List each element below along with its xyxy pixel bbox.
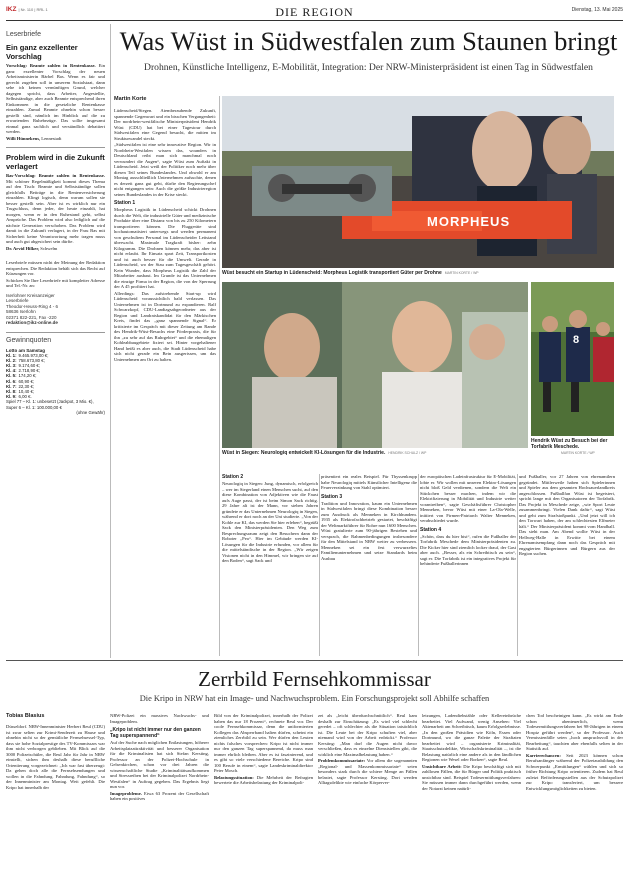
article2-subheadline: Die Kripo in NRW hat ein Image- und Nachwuchsproblem. Ein Forschungsprojekt soll Abhilfe schaffen [139, 694, 490, 703]
article2-col2-text: NRW-Polizei ein massives Nachwuchs- und Imageproblem. [110, 713, 209, 724]
lotto-row: Kl. 8: 10,40 €; [6, 388, 35, 394]
section-title: DIE REGION [275, 5, 354, 19]
letter-2-lead: Bas-Vorschlag: Beamte zahlen in Rentenkasse. [6, 173, 105, 178]
article2-col4 [318, 713, 417, 787]
col-rule-2 [319, 474, 320, 656]
article2-col1 [6, 713, 105, 791]
article2-col4-text: zei als „leicht überdurchschnittlich“. Reul kam deshalb zur Einschätzung: „Es wird viel schlecht geredet – oft schlechter als die Situation tatsächlich ist. Die Leute bei der Kripo schuften viel, aber niemand wird von der Arbeit erdrückt.“ Professor Kersting: „Man darf die Augen nicht davor verschließen, dass es einzelne Dienststellen gibt, die wirklich eine Maximalbelastung haben.“ [318, 713, 417, 757]
article1-quote: „Südwestfalen ist eine sehr innovative Region. Wir in Nordrhein-Westfalen wissen das, woanders in Deutschland reibt man sich manchmal noch verwundert die Augen“, sagte Wüst zum Auftakt in Lüdenscheid. Jetzt weiß der Politiker noch mehr über diesen Teil seines Bundeslandes. Und obwohl er am Montag ausschließlich Unternehmen aufsuchte, denen es derzeit ganz gut geht, dürfte den Regierungschef nicht entgangen sein: Auch die größte Industrieregion seines Bundeslandes in der Krise steckt. [114, 142, 216, 197]
letter-1-headline: Ein ganz exzellenter Vorschlag [6, 43, 78, 61]
article1-col1 [114, 96, 216, 363]
drone-banner: MORPHEUS [427, 214, 511, 229]
edition-info: | Nr. 110 | RRL 1 [18, 7, 48, 12]
article2-col3-text: Bild von der Kriminalpolizei, innerhalb der Polizei haben das nur 18 Prozent“, rechnete Reul vor. Der coole Fernsehkommissar, denn die uniformierten Kollegen das Absperrband halten dürfen, scheint ein ziemliches Zerrbild zu sein. Wer dürfen den Leuten nichts falsches vorsprechen: Kripo ist nicht immer nur den ganzen Tag superspannend, da muss man immer ehrlich bleiben. Aber es ist faszinierend, und es gibt so viele verschiedene Bereiche. Kripo sind 100 Berufe in einem“, sagte Landeskriminaldirektor Peter Mosch. [214, 713, 313, 773]
sidebar-rule [110, 24, 111, 658]
letter-1-body: Vorschlag: Beamte zahlen in Rentenkasse. Ein ganz exzellenter Vorschlag der neuen Arbeitsministerin Bärbel Bas. Wenn es fair und gerecht zugehen soll in unserem Sozialstaat, dann sehe ich keinen vernünftigen Grund, welcher dagegen spricht, dass Arbeiter, Angestellte, Selbstständige, aber auch Beamte entsprechend ihren Einkommen in die gesetzliche Rentenkasse einzahlen. Zumal Beamte ohnehin schon besser gestellt sind, nämlich im Hinblick auf die zu erwartenden Ruhebezüge. Das sollte insgesamt einmal ganz sachlich und verständlich debattiert werden. [6, 63, 105, 134]
article1-station3: Tradition und Innovation, kaum ein Unternehmen in Südwestfalen bringt diese Kombination besser zum Ausdruck als Menneken in Kirchhundem. 1935 als Elektrofachbetrieb gestartet, beschäftigt der Weltmarktführer für Rohre nun 1600 Menschen. Wüst gratulierte zum 90-jährigen Bestehen und versprach, die Rahmenbedingungen insbesondere für den Mittelstand in NRW weiter zu verbessern. Menneken sei ein fest verwurzeltes Familienunternehmen und setze Standards beim Ausbau [321, 500, 417, 561]
letter-2-body: Bas-Vorschlag: Beamte zahlen in Rentenkasse. Mit schöner Regelmäßigkeit kommt dieses Thema auf den Tisch: Beamte und Selbstständige sollen gleichfalls Beiträge in die Rentenversicherung einzahlen. Klingt logisch, denn warum sollen sie besser gestellt sein. Aber ist es wirklich nur ein Trugschluss, denn jeder, der heute einzahlt, hat morgen, wenn er in den Ruhestand geht, selbst Ansprüche. Das Problem wird also lediglich auf die nächste Generation verschoben. Das Problem wird damit in die Zukunft verlagert, in der Frau Bas mit Sicherheit keine Verantwortung mehr tragen muss und auch gut abgesichert sein dürfte. [6, 173, 105, 244]
article2-col4-sub: Problemkommissariate: Vor allem die sogenannten „Regional- und Massenkommissariate“ seien besonders stark durch die schiere Menge an Fällen belastet, sagte Professor Kersting. Dort werden Alltagsdelikte wie einfache Körperver- [318, 758, 417, 785]
article1-station2-title: Station 2 [222, 474, 244, 480]
photo3-credit: MARTIN KORTE / WP [561, 451, 595, 455]
article2-col3 [214, 713, 313, 787]
article1-station3-title: Station 3 [321, 493, 343, 500]
article1-lower-col-5 [519, 474, 615, 558]
neurologiq-photo [222, 282, 528, 448]
article1-col5: der europäischen Ladeinfrastruktur für E-Mobilität, lobte er. Wir wollen mit unseren Elektro-Lösungen nicht bloß Geld verdienen, sondern die Welt ein Stückchen besser machen, indem wir die Elektrifizierung in Mobilität und Industrie weiter vorantreiben“, sagte Geschäftsführer Christopher Menneken, bevor Wüst mit einer La-Ola-Welle, initiiert von Firmen-Patriarch Walter Menneken, verabschiedet wurde. [420, 474, 516, 523]
lotto-spiel77: Spiel 77 – Kl. 1: unbesetzt (Jackpot, 3 Mio. €), Super 6 – Kl. 1: 100.000,00 € [6, 399, 94, 410]
drone-photo [222, 96, 614, 268]
article1-lower-col-2 [222, 474, 318, 565]
article1-lower-col-4 [420, 474, 516, 568]
lotto-title: Gewinnquoten [6, 336, 52, 344]
article1-col2-rest: Allerdings: Das aufstrebende Start-up wird Lüdenscheid voraussichtlich bald verlassen. Das Unternehmen ist in Dortmund zu expandieren. Ralf Schwarzkopf, CDU-Landtagsabgeordneter aus der Region und Landratskandidat für den Märkischen Kreis, findet das „ganz spannende Signal“. Er kritisierte im Gespräch mit dieser Zeitung am Rande des Hendrik-Wüst-Besuchs eine Förderpraxis, die für ihn „zu sehr auf das Ruhrgebiet“ und die ehemaligen Kohleabbaugebiete fixiert sei. Hinter vorgehaltener Hand heißt es aber auch, die Stadt Lüdenscheid habe sich nicht gerade ein Bein ausgerissen, um das Unternehmen am Ort zu halten. [114, 290, 216, 362]
article2-col2-end: Imageprobleme. Etwa 63 Prozent der Gesellschaft haben ein positives [110, 790, 210, 801]
col-rule [219, 96, 220, 656]
sidebar [6, 23, 105, 415]
article2-col1-text: Düsseldorf. NRW-Innenminister Herbert Reul (CDU) ist zwar selten zur Krimi-Sendezeit zu Hause und ohnehin nicht so der gemütliche Fernsehsessel-Typ, dass sie hohe Sozialprestige des TV-Kommissars war ihm nicht verborgen geblieben. Mit Blick auf die 3000 Polizeischüler, die Reul Jahr für Jahr in NRW einstellt, sichen ihm deshalb diese beruflliche Orientierung vorgezeichnet: „Ich war fast überzeugt: Da gehen doch alle die Fernsehsendungen und wollen in die Fahndung. Fahndung, Fahndung“, so der Innenminister am Montag. Weit gefehlt. Die Kripo hat innerhalb der [6, 724, 105, 790]
photo3-caption: Hendrik Wüst zu Besuch bei der Torfabrik Meschede. MARTIN KORTE / WP [531, 438, 621, 456]
lotto-row: Kl. 9: 6,00 €. [6, 394, 32, 400]
article1-lower-col-3 [321, 474, 417, 562]
col-rule-4 [517, 474, 518, 656]
article1-station4-title: Station 4 [420, 526, 442, 533]
article2-col5 [422, 713, 521, 792]
lotto-row: Kl. 3: 9.174,60 €; [6, 362, 41, 368]
col-rule-3 [418, 474, 419, 656]
letter-2-signature: Dr. Arvid Hilker, Schwelm [6, 245, 58, 251]
lotto-row: Kl. 2: 758.673,80 €; [6, 357, 45, 363]
sidebar-kicker: Leserbriefe [6, 31, 42, 38]
lotto-subtitle: Lotto am Samstag [6, 347, 46, 353]
article1-station1: Morpheus Logistik in Lüdenscheid schickt Drohnen durch die Welt, die industrielle Güter und medizinische Produkte über eine Distanz von bis zu 250 Kilometern transportieren können. Die Fluggeräte sind hochautomatisiert unterwegs und werden permanent von geschultem Personal im Lüdenscheider Leitstand überwacht. Maximale Tragkraft bisher: zehn Kilogramm. Die Drohnen können mehr, das aber ist nicht erlaubt. Ihr Einsatz spart Zeit, Transportkosten und ist auch besser für die Umwelt. Gerade in Lüdenscheid, wo der Stau zum Tagesgeschäft gehört. Kein Wunder, dass Morpheus Logistik die Zahl der Mitarbeiter ausbaut. Im Grunde ist das Unternehmen die einzige Firma in der Region, die von der Sperrung der A 45 profitiert hat. [114, 207, 216, 289]
article1-col4: präsentiert ein reales Beispiel. Für Thyssenkrupp habe Neurologiq mittels Künstlicher Intelligenz die Feuerverzinkung von Stahl optimiert. [321, 474, 417, 490]
lotto-row: Kl. 5: 174,20 €; [6, 373, 37, 379]
lotto-row: Kl. 1: 9.465.973,00 €; [6, 352, 49, 358]
article2-col3-sub: Belastungssituation: Die Mehrheit der Befragten bewertete die Arbeitsbelastung der Kriminalpoli- [214, 774, 313, 785]
masthead-rule [6, 20, 623, 21]
photo2-caption: Wüst in Siegen: Neurologiq entwickelt KI-Lösungen für die Industrie. HENDRIK SCHULZ / WP [222, 450, 427, 456]
issue-date: Dienstag, 13. Mai 2025 [571, 7, 623, 13]
logo-text: IKZ [6, 6, 17, 13]
lotto-table [6, 353, 50, 400]
letters-instructions: Schicken Sie Ihre Leserbriefe mit kompletter Adresse und Tel.-Nr. an: [6, 277, 105, 288]
article1-headline: Was Wüst in Südwestfalen zum Staunen bringt [119, 26, 618, 56]
article2-col6 [526, 713, 623, 792]
letters-email: redaktion@ikz-online.de [6, 320, 58, 325]
lotto-row: Kl. 6: 60,90 €; [6, 378, 35, 384]
lotto-disclaimer: (ohne Gewähr) [76, 409, 105, 415]
sidebar-divider [6, 147, 105, 148]
article2-headline: Zerrbild Fernsehkommissar [198, 667, 431, 691]
article2-col6-text: chen Tod bescheinigen kann. „Es wirkt am Ende schon abenteuerlich, wenn Todesermittlungsverfahren bei 98-Jährigen in einem Hospiz geführt werden“, so der Professor. Auch Vermisstenfälle seien „hoch anspruchsvoll in der Bearbeitung“, tauchten aber ebenfalls selten in der Statistik auf. [526, 713, 623, 751]
letter-1-signature: Willi Hünnekens, Lennestadt [6, 135, 62, 141]
letter-1 [6, 44, 105, 141]
lotto-row: Kl. 4: 2.718,90 €; [6, 368, 41, 374]
jersey-number: 8 [573, 334, 580, 346]
article2-col5-sub: Unsichtbare Arbeit: Die Kripo beschäftigt sich mit zahllosen Fällen, die für Bürger und Politik praktisch unsichtbar sind. Beispiel Todesermittlungsverfahren: Sie müssen immer dann durchgeführt werden, wenn der Notarzt keinen natürli- [422, 763, 521, 791]
article2-col5-text: letzungen, Ladendiebstähle oder Kellereinbrüche bearbeitet. Viel Aufwand, wenig Ansehen: Viel Aktenarbeit am Schreibtisch, kaum Erfolgserlebnisse. „In den großen Präsidien wie Köln, Essen oder Dortmund, wo die ganze Palette der Straftaten bearbeitet wird – organisierte Kriminalität, Staatsschutzdelikte, Wirtschaftskriminalität –, ist die Belastung natürlich eine andere als in den ländlichen Regionen wie Wesel oder Borken“, sagte Reul. [422, 713, 521, 762]
article1-station1-title: Station 1 [114, 200, 136, 206]
photo2-credit: HENDRIK SCHULZ / WP [388, 451, 427, 455]
letters-address: Iserlohner Kreisanzeiger Leserbriefe Theodor-Heuss-Ring 4 - 6 58636 Iserlohn 02371 822-221, Fax -220 redaktion@ikz-online.de [6, 293, 105, 326]
article2-col2-rest: Auf der Suche nach möglichen Entlastungen, höherer Arbeitsplatzattraktivität und besserer Organisation für die Kriminalisten hat sich Stefan Kersting, Professor an der Polizei-Hochschule in Gelsenkirchen, schon vor drei Jahren die wissenschaftliche Studie „Kriminalitätsaufkommen und Stressreiben bei der Kriminalpolizei Nordrhein-Westfalen“ in Auftrag gegeben. Das Ergebnis liegt nun vor. [110, 740, 209, 789]
letters-disclaimer: Leserbriefe müssen nicht der Meinung der Redaktion entsprechen. Die Redaktion behält sich das Recht auf Kürzungen vor. [6, 260, 105, 276]
article1-author: Martin Korte [114, 96, 147, 102]
letter-2 [6, 154, 105, 251]
photo1-credit: MARTIN KORTE / WP [444, 271, 479, 275]
torfabrik-photo [531, 282, 614, 436]
lotto-row: Kl. 7: 22,30 €; [6, 383, 35, 389]
article1-col6: und Fußballer, vor 27 Jahren von ehrenamtlern gegründet. Mittlerweile haben sich Spielerinnen und Spieler aus dem gesamten Hochsauerlandkreis angeschlossen. Fußballfan Wüst ist begeistert, spricht lange mit den Organisatoren der Torfabrik. Das Projekt in Meschede zeige, „wie Sport Leute zusammenbringt. Vielen Dank dafür“, sagt Wüst und geht zum Strafstoßpunkt. „Und jetzt will ich den Torwart haben, der am schlechtesten Elfmeter hält.“ Der Ministerpräsident kommt vom Handball. Das sieht man. Am Abend wollte Wüst in der Hellweg-Halle in Erwitte bei einem Ehrenamtsempfang dann noch das Gespräch mit engagierten Bürgerinnen und Bürgern aus der Region suchen. [519, 474, 615, 556]
article1-station4: „Schön, dass du hier bist“, rufen die Fußballer der Torfabrik Meschede dem Ministerpräsidenten zu. Die Kicker hier sind ziemlich locker drauf, der Gast aber auch. „Besser, als ein Schreibtisch zu sein“, sagt er. Die Torfabrik ist ein integratives Projekt für behinderte Fußballerinnen [420, 533, 516, 566]
photo1-caption: Wüst besucht ein Startup in Lüdenscheid: Morpheus Logistik transportiert Güter per Drohne MARTIN KORTE / WP [222, 270, 479, 276]
lotto-divider [6, 332, 105, 333]
article1-station2: Neurologiq in Siegen: Jung, dynamisch, erfolgreich – wer im Siegerland einen Menschen sucht, auf den diese Kombination von Adjektiven wie die Faust aufs Auge passt, der ist beim Simon Sack richtig. 29 Jahre alt ist der Mann, vor sieben Jahren gründete er das Unternehmen Neurologiq in Siegen, während er dort noch an der Uni studierte. „Von der Kohle zur KI, das werden Sie hier erleben“, begrüßt Sack den Ministerpräsidenten. Den Weg zum Besprechungsraum zeigt den Besuchern dann der Roboter „Pea“. Hier im Gebäude werden KI-Lösungen für die Industrie erfunden, vor allem für die mittelständische in der Region. „Wir zeigen Visionen nicht in den Himmel, wir bringen sie auf den Boden“, sagt Sack und [222, 481, 318, 563]
article2-col2-subhead: „Kripo ist nicht immer nur den ganzen Tag superspannend“ [110, 727, 201, 739]
article1-subheadline: Drohnen, Künstliche Intelligenz, E-Mobilität, Integration: Der NRW-Ministerpräsident ist einen Tag in Südwestfalen [144, 62, 593, 73]
letter-1-lead: Vorschlag: Beamte zahlen in Rentenkasse. [6, 63, 96, 68]
article2-col6-sub: Karrierechancen: Seit 2023 können schon Berufsanfänger während der Polizeiausbildung den Schwerpunkt „Ermittlungen“ wählen und sich so früher Richtung Kripo orientieren. Zudem hat Reul zuletzt Beförderungsstellen aus der Schutzpolizei zur Kripo transferiert, um bessere Entwicklungsmöglichkeiten zu bieten. [526, 752, 623, 791]
letter-2-headline: Problem wird in die Zukunft verlagert [6, 153, 105, 171]
article1-intro: Lüdenscheid/Siegen. Atemberaubende Zukunft, spannende Gegenwart und ein bisschen Vergangenheit: Der nordrhein-westfälische Ministerpräsident Hendrik Wüst (CDU) hat bei einer Tagestour durch Südwestfalen eine Gegend besucht, die mitten im Strukturwandel steckt. [114, 108, 216, 141]
article-separator [6, 660, 623, 661]
article2-col2 [110, 713, 209, 803]
article2-author: Tobias Blasius [6, 713, 45, 719]
